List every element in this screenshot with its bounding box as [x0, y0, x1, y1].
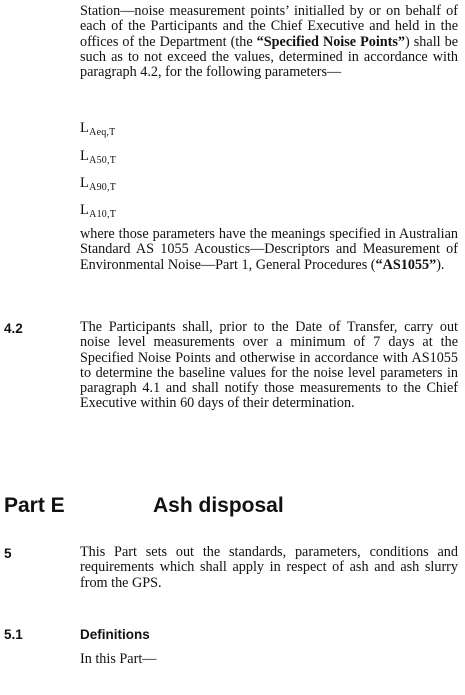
section-number: 4.2 — [4, 321, 23, 336]
parameter-item — [80, 148, 116, 166]
parameter-subscript: A10,T — [89, 209, 117, 220]
parameter-symbol: L — [80, 175, 90, 191]
paragraph-text: where those parameters have the meanings specified in Australian Standard AS 1055 Acoustics—Descriptors and Measurement of Environmental Noise—Part 1, General Procedures ( — [80, 226, 458, 273]
parameter-symbol: L — [80, 120, 90, 136]
paragraph-text: ). — [436, 256, 445, 273]
part-title: Ash disposal — [153, 494, 284, 517]
paragraph-text: ) shall be such as to not exceed the values, determined in accordance with paragraph 4.2, for the following parameters— — [80, 33, 458, 81]
section-number: 5.1 — [4, 627, 23, 642]
defined-term: “Specified Noise Points” — [256, 33, 406, 50]
parameter-item — [80, 175, 116, 193]
part-label: Part E — [4, 494, 65, 517]
parameter-symbol: L — [80, 202, 90, 218]
parameter-subscript: Aeq,T — [89, 127, 116, 138]
section-5-1-text: In this Part— — [80, 651, 157, 667]
defined-term: “AS1055” — [375, 256, 437, 273]
parameter-item — [80, 120, 115, 138]
paragraph-text: Station—noise measurement points’ initialled by or on behalf of each of the Participants and the Chief Executive and held in the offices of the Department (the — [80, 3, 458, 50]
parameters-meaning-paragraph — [80, 227, 458, 273]
section-number: 5 — [4, 546, 12, 561]
parameter-subscript: A50,T — [89, 155, 117, 166]
noise-points-paragraph — [80, 4, 458, 80]
parameter-subscript: A90,T — [89, 182, 117, 193]
section-4-2-text: The Participants shall, prior to the Date of Transfer, carry out noise level measurements over a minimum of 7 days at the Specified Noise Points and otherwise in accordance with AS1055 to determine the baseline values for the noise level parameters in paragraph 4.1 and shall notify those measurements to the Chief Executive within 60 days of their determination. — [80, 319, 458, 412]
parameter-item — [80, 202, 116, 220]
parameter-symbol: L — [80, 148, 90, 164]
section-heading: Definitions — [80, 627, 150, 642]
section-5-text: This Part sets out the standards, parameters, conditions and requirements which shall apply in respect of ash and ash slurry from the GPS. — [80, 544, 458, 591]
